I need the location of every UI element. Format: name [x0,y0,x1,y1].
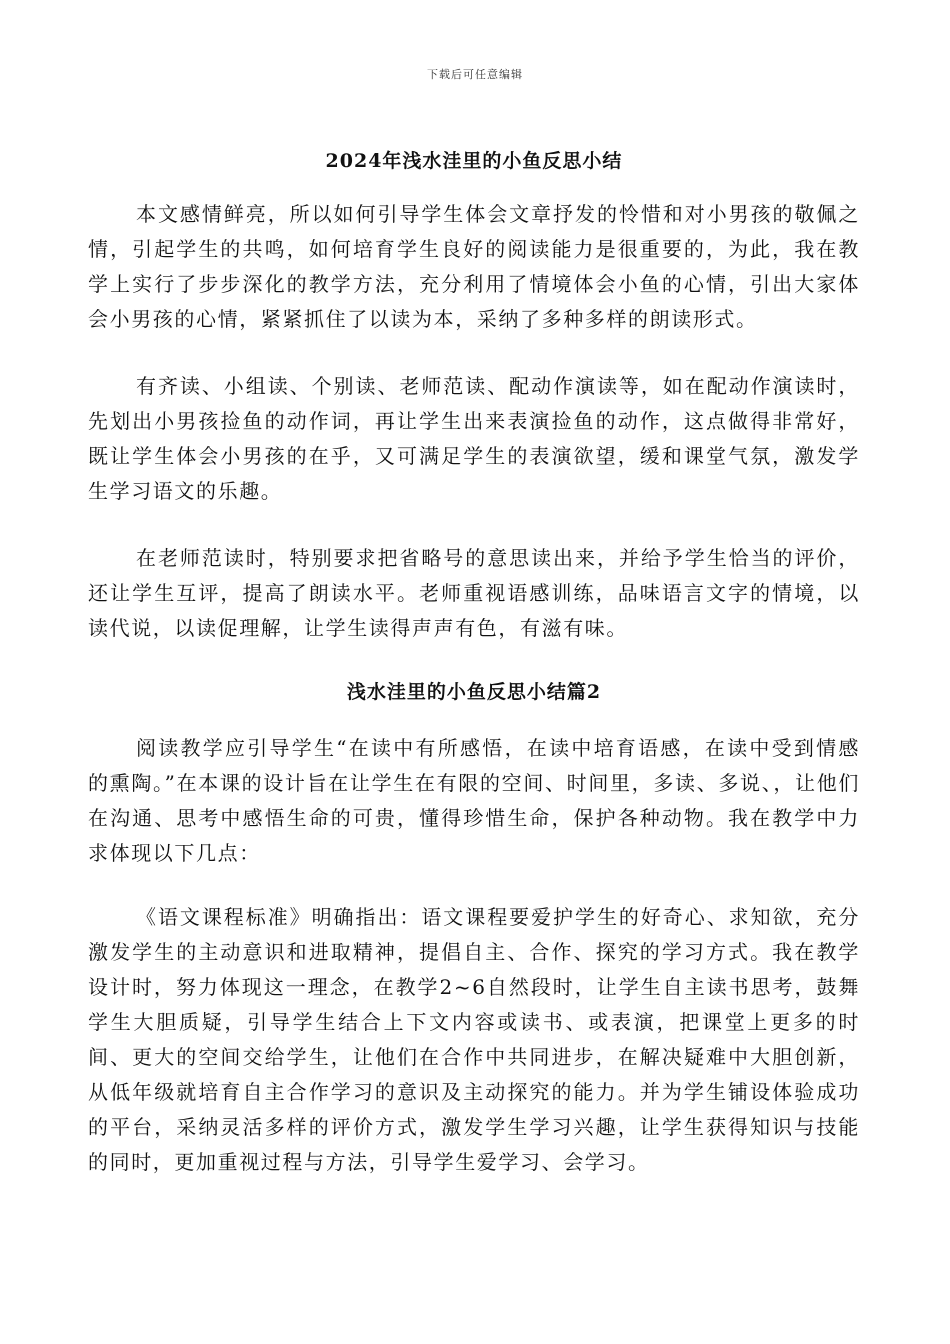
document-title: 2024年浅水洼里的小鱼反思小结 [325,150,623,172]
page-header: 下载后可任意编辑 [427,68,523,81]
paragraph-2: 有齐读、小组读、个别读、老师范读、配动作演读等，如在配动作演读时，先划出小男孩捡鱼的动作词，再让学生出来表演捡鱼的动作，这点做得非常好，既让学生体会小男孩的在乎，又可满足学生的表演欲望，缓和课堂气氛，激发学生学习语文的乐趣。 [88,374,860,503]
paragraph-4: 阅读教学应引导学生“在读中有所感悟，在读中培育语感，在读中受到情感的熏陶。”在本课的设计旨在让学生在有限的空间、时间里，多读、多说、，让他们在沟通、思考中感悟生命的可贵，懂得珍惜生命，保护各种动物。我在教学中力求体现以下几点： [88,736,860,865]
paragraph-1: 本文感情鲜亮，所以如何引导学生体会文章抒发的怜惜和对小男孩的敬佩之情，引起学生的共鸣，如何培育学生良好的阅读能力是很重要的，为此，我在教学上实行了步步深化的教学方法，充分利用了情境体会小鱼的心情，引出大家体会小男孩的心情，紧紧抓住了以读为本，采纳了多种多样的朗读形式。 [88,202,860,331]
paragraph-5: 《语文课程标准》明确指出：语文课程要爱护学生的好奇心、求知欲，充分激发学生的主动意识和进取精神，提倡自主、合作、探究的学习方式。我在教学设计时，努力体现这一理念，在教学2~6自然段时，让学生自主读书思考，鼓舞学生大胆质疑，引导学生结合上下文内容或读书、或表演，把课堂上更多的时间、更大的空间交给学生，让他们在合作中共同进步，在解决疑难中大胆创新，从低年级就培育自主合作学习的意识及主动探究的能力。并为学生铺设体验成功的平台，采纳灵活多样的评价方式，激发学生学习兴趣，让学生获得知识与技能的同时，更加重视过程与方法，引导学生爱学习、会学习。 [88,905,860,1174]
section-title-2: 浅水洼里的小鱼反思小结篇2 [346,681,602,703]
paragraph-3: 在老师范读时，特别要求把省略号的意思读出来，并给予学生恰当的评价，还让学生互评，提高了朗读水平。老师重视语感训练，品味语言文字的情境，以读代说，以读促理解，让学生读得声声有色，有滋有味。 [88,546,860,640]
